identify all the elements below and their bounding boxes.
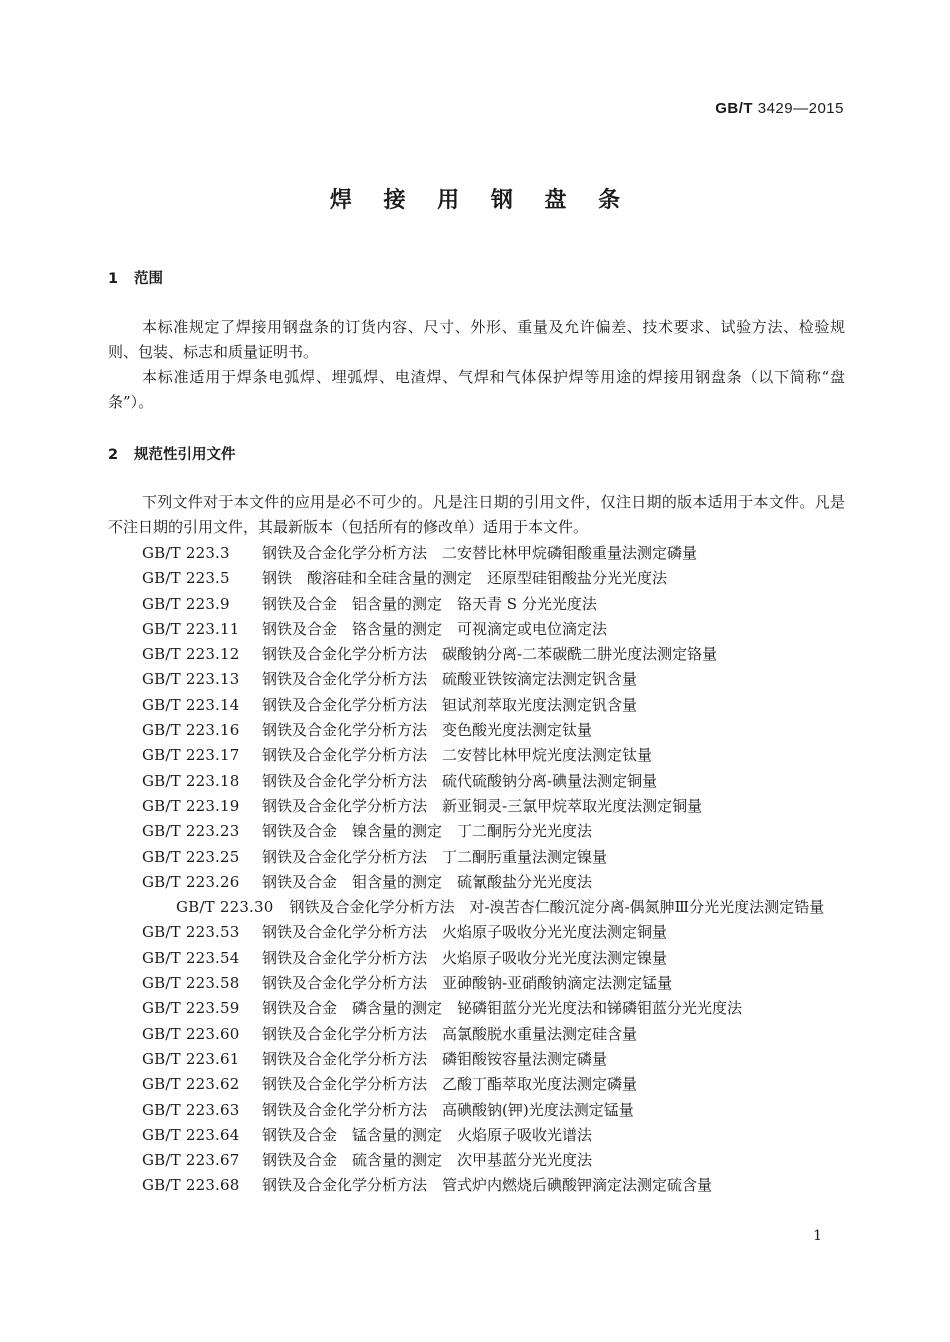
- reference-code: GB/T 223.3: [142, 544, 230, 562]
- reference-item: [108, 1173, 845, 1198]
- reference-title: 钢铁及合金化学分析方法 硫酸亚铁铵滴定法测定钒含量: [262, 670, 638, 689]
- reference-title: 钢铁及合金化学分析方法 硫代硫酸钠分离-碘量法测定铜量: [262, 771, 658, 790]
- reference-code: GB/T 223.5: [142, 569, 230, 588]
- reference-list: [108, 541, 845, 1199]
- reference-item: [108, 920, 845, 945]
- reference-title: 钢铁及合金化学分析方法 对-溴苦杏仁酸沉淀分离-偶氮胂Ⅲ分光光度法测定锆量: [289, 898, 825, 917]
- references-intro: 下列文件对于本文件的应用是必不可少的。凡是注日期的引用文件，仅注日期的版本适用于本文件。凡是不注日期的引用文件，其最新版本（包括所有的修改单）适用于本文件。: [108, 493, 845, 536]
- reference-item: [108, 617, 845, 642]
- reference-item: [108, 1098, 845, 1123]
- section-2-number: 2: [108, 447, 119, 463]
- reference-title: 钢铁及合金化学分析方法 管式炉内燃烧后碘酸钾滴定法测定硫含量: [262, 1176, 713, 1195]
- reference-code: GB/T 223.63: [142, 1100, 240, 1119]
- reference-title: 钢铁及合金化学分析方法 火焰原子吸收分光光度法测定镍量: [262, 948, 668, 967]
- section-2-title: 规范性引用文件: [134, 447, 236, 463]
- reference-code: GB/T 223.54: [142, 948, 240, 967]
- reference-code: GB/T 223.58: [142, 974, 240, 993]
- reference-title: 钢铁及合金 铬含量的测定 可视滴定或电位滴定法: [262, 619, 608, 638]
- reference-title: 钢铁及合金化学分析方法 火焰原子吸收分光光度法测定铜量: [262, 923, 668, 942]
- reference-title: 钢铁及合金化学分析方法 高碘酸钠(钾)光度法测定锰量: [262, 1100, 634, 1119]
- reference-code: GB/T 223.23: [142, 822, 240, 841]
- reference-item: [108, 1148, 845, 1173]
- reference-item: [108, 819, 845, 844]
- reference-title: 钢铁及合金 铝含量的测定 铬天青 S 分光光度法: [262, 594, 597, 613]
- reference-code: GB/T 223.30: [176, 898, 274, 917]
- reference-code: GB/T 223.26: [142, 872, 240, 891]
- reference-item: [108, 642, 845, 667]
- reference-item: [108, 667, 845, 692]
- reference-title: 钢铁及合金 磷含量的测定 铋磷钼蓝分光光度法和锑磷钼蓝分光光度法: [262, 999, 743, 1018]
- reference-code: GB/T 223.67: [142, 1151, 240, 1170]
- reference-code: GB/T 223.53: [142, 923, 240, 942]
- reference-title: 钢铁及合金 镍含量的测定 丁二酮肟分光光度法: [262, 822, 593, 841]
- reference-code: GB/T 223.11: [142, 619, 240, 638]
- reference-title: 钢铁及合金化学分析方法 二安替比林甲烷磷钼酸重量法测定磷量: [262, 544, 698, 562]
- reference-title: 钢铁及合金 钼含量的测定 硫氰酸盐分光光度法: [262, 872, 593, 891]
- standard-code-prefix: GB/T: [715, 100, 754, 117]
- reference-title: 钢铁及合金化学分析方法 乙酸丁酯萃取光度法测定磷量: [262, 1075, 638, 1094]
- reference-code: GB/T 223.9: [142, 594, 230, 613]
- reference-item: [108, 794, 845, 819]
- reference-title: 钢铁及合金化学分析方法 变色酸光度法测定钛量: [262, 721, 593, 740]
- reference-code: GB/T 223.18: [142, 771, 240, 790]
- reference-item: [108, 895, 845, 920]
- reference-title: 钢铁及合金化学分析方法 丁二酮肟重量法测定镍量: [262, 847, 608, 866]
- reference-item: [108, 1047, 845, 1072]
- reference-code: GB/T 223.17: [142, 746, 240, 765]
- reference-item: [108, 971, 845, 996]
- reference-item: [108, 541, 845, 566]
- reference-item: [108, 566, 845, 591]
- reference-code: GB/T 223.19: [142, 796, 240, 815]
- reference-title: 钢铁及合金 硫含量的测定 次甲基蓝分光光度法: [262, 1151, 593, 1170]
- reference-item: [108, 1022, 845, 1047]
- document-title: 焊 接 用 钢 盘 条: [329, 188, 633, 213]
- reference-item: [108, 845, 845, 870]
- reference-code: GB/T 223.14: [142, 695, 240, 714]
- reference-title: 钢铁及合金化学分析方法 新亚铜灵-三氯甲烷萃取光度法测定铜量: [262, 796, 703, 815]
- section-2-heading: [108, 443, 236, 464]
- reference-item: [108, 996, 845, 1021]
- reference-code: GB/T 223.60: [142, 1024, 240, 1043]
- reference-item: [108, 592, 845, 617]
- reference-item: [108, 870, 845, 895]
- section-1-title: 范围: [134, 271, 163, 287]
- reference-title: 钢铁及合金化学分析方法 高氯酸脱水重量法测定硅含量: [262, 1024, 638, 1043]
- reference-item: [108, 946, 845, 971]
- reference-code: GB/T 223.12: [142, 645, 240, 664]
- reference-item: [108, 718, 845, 743]
- reference-code: GB/T 223.61: [142, 1049, 240, 1068]
- reference-title: 钢铁及合金化学分析方法 碳酸钠分离-二苯碳酰二肼光度法测定铬量: [262, 645, 718, 664]
- reference-code: GB/T 223.59: [142, 999, 240, 1018]
- reference-title: 钢铁及合金化学分析方法 亚砷酸钠-亚硝酸钠滴定法测定锰量: [262, 974, 673, 993]
- section-1-number: 1: [108, 271, 119, 287]
- reference-item: [108, 1123, 845, 1148]
- standard-code-number: 3429—2015: [757, 100, 844, 117]
- reference-item: [108, 769, 845, 794]
- reference-code: GB/T 223.25: [142, 847, 240, 866]
- reference-title: 钢铁及合金化学分析方法 二安替比林甲烷光度法测定钛量: [262, 746, 653, 765]
- reference-title: 钢铁及合金化学分析方法 磷钼酸铵容量法测定磷量: [262, 1049, 608, 1068]
- reference-item: [108, 743, 845, 768]
- section-1-heading: [108, 267, 163, 288]
- reference-item: [108, 693, 845, 718]
- scope-paragraph-2: 本标准适用于焊条电弧焊、埋弧焊、电渣焊、气焊和气体保护焊等用途的焊接用钢盘条（以下简称“盘条”）。: [108, 368, 845, 411]
- reference-code: GB/T 223.16: [142, 721, 240, 740]
- reference-title: 钢铁 酸溶硅和全硅含量的测定 还原型硅钼酸盐分光光度法: [262, 569, 668, 588]
- scope-paragraph-1: 本标准规定了焊接用钢盘条的订货内容、尺寸、外形、重量及允许偏差、技术要求、试验方法、检验规则、包装、标志和质量证明书。: [108, 318, 845, 361]
- page-number: 1: [813, 1228, 822, 1244]
- reference-code: GB/T 223.13: [142, 670, 240, 689]
- standard-code: [715, 100, 844, 117]
- reference-title: 钢铁及合金化学分析方法 钽试剂萃取光度法测定钒含量: [262, 695, 638, 714]
- reference-title: 钢铁及合金 锰含量的测定 火焰原子吸收光谱法: [262, 1125, 593, 1144]
- reference-code: GB/T 223.64: [142, 1125, 240, 1144]
- reference-code: GB/T 223.68: [142, 1176, 240, 1195]
- reference-item: [108, 1072, 845, 1097]
- reference-code: GB/T 223.62: [142, 1075, 240, 1094]
